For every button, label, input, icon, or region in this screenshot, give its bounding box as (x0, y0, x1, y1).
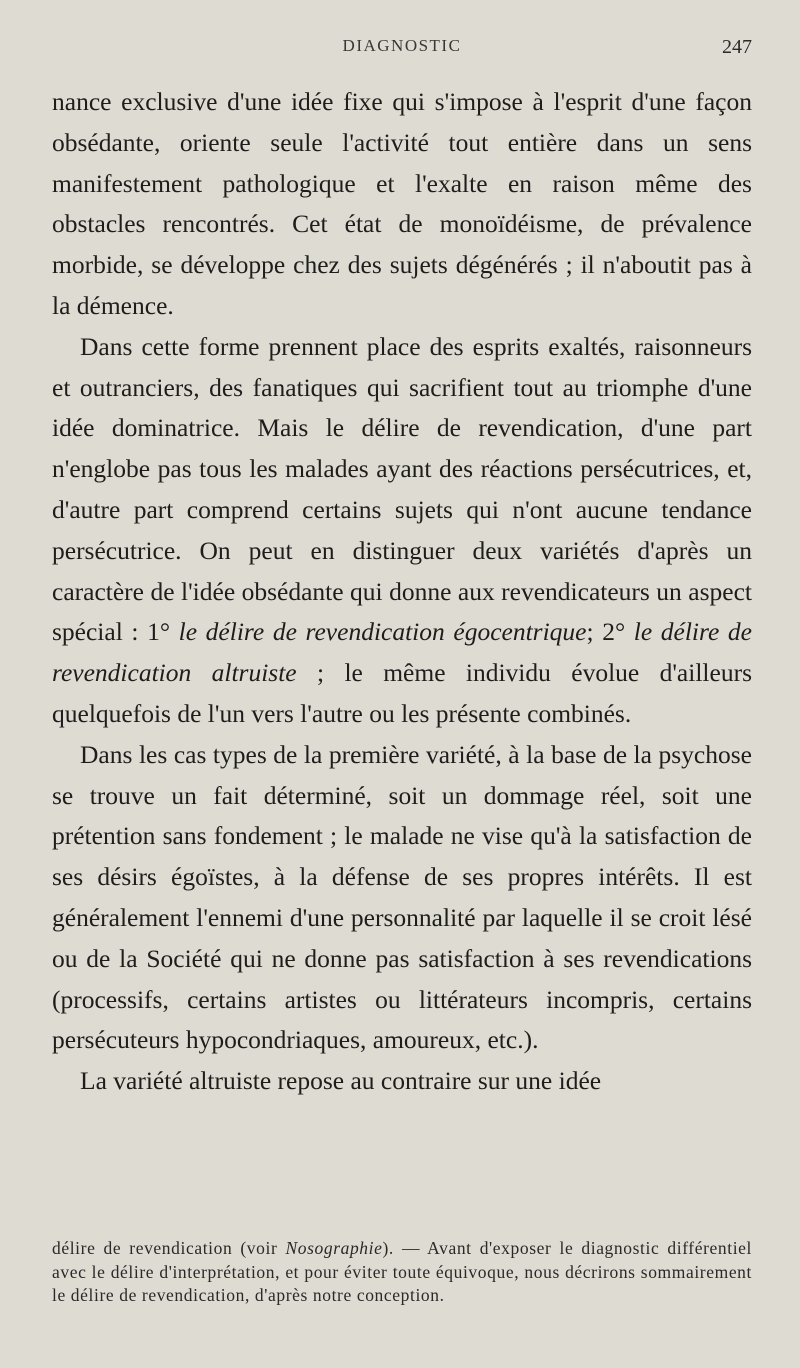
paragraph (52, 327, 752, 735)
text-run: ). — Avant d'exposer le diagnostic différentiel avec le délire d'interprétation, et pour éviter toute équivoque, nous décrirons sommairement le délire de revendication, d'après notre conception. (52, 1238, 752, 1305)
text-run: Dans cette forme prennent place des esprits exaltés, raisonneurs et outranciers, des fanatiques qui sacrifient tout au triomphe d'une idée dominatrice. Mais le délire de revendication, d'une part n'englobe pas tous les malades ayant des réactions persécutrices, et, d'autre part comprend certains sujets qui n'ont aucune tendance persécutrice. On peut en distinguer deux variétés d'après un caractère de l'idée obsédante qui donne aux revendicateurs un aspect spécial : 1° (52, 331, 752, 647)
text-run: ; 2° (586, 617, 634, 647)
page-number: 247 (722, 36, 752, 58)
italic-term: le délire de revendication égocentrique (178, 617, 587, 647)
text-run: Dans les cas types de la première variété, à la base de la psychose se trouve un fait déterminé, soit un dommage réel, soit une prétention sans fondement ; le malade ne vise qu'à la satisfaction de ses désirs égoïstes, à la défense de ses propres intérêts. Il est généralement l'ennemi d'une personnalité par laquelle il se croit lésé ou de la Société qui ne donne pas satisfaction à ses revendications (processifs, certains artistes ou littérateurs incompris, certains persécuteurs hypocondriaques, amoureux, etc.). (52, 739, 752, 1055)
running-title: DIAGNOSTIC (342, 36, 462, 55)
text-run: nance exclusive d'une idée fixe qui s'impose à l'esprit d'une façon obsédante, oriente seule l'activité tout entière dans un sens manifestement pathologique et l'exalte en raison même des obstacles rencontrés. Cet état de monoïdéisme, de prévalence morbide, se développe chez des sujets dégénérés ; il n'aboutit pas à la démence. (52, 87, 752, 320)
text-run: ; le même individu évolue d'ailleurs quelquefois de l'un vers l'autre ou les présente combinés. (52, 658, 752, 728)
paragraph (52, 1061, 752, 1102)
italic-term: Nosographie (285, 1238, 383, 1258)
paragraph (52, 82, 752, 327)
footnote (52, 1237, 752, 1308)
italic-term: le délire de revendication altruiste (52, 617, 752, 688)
paragraph (52, 735, 752, 1061)
text-run: La variété altruiste repose au contraire sur une idée (80, 1066, 602, 1096)
footnote-text (52, 1237, 752, 1308)
body-text (52, 82, 752, 1102)
page-header (52, 36, 752, 66)
text-run: délire de revendication (voir (52, 1238, 286, 1258)
